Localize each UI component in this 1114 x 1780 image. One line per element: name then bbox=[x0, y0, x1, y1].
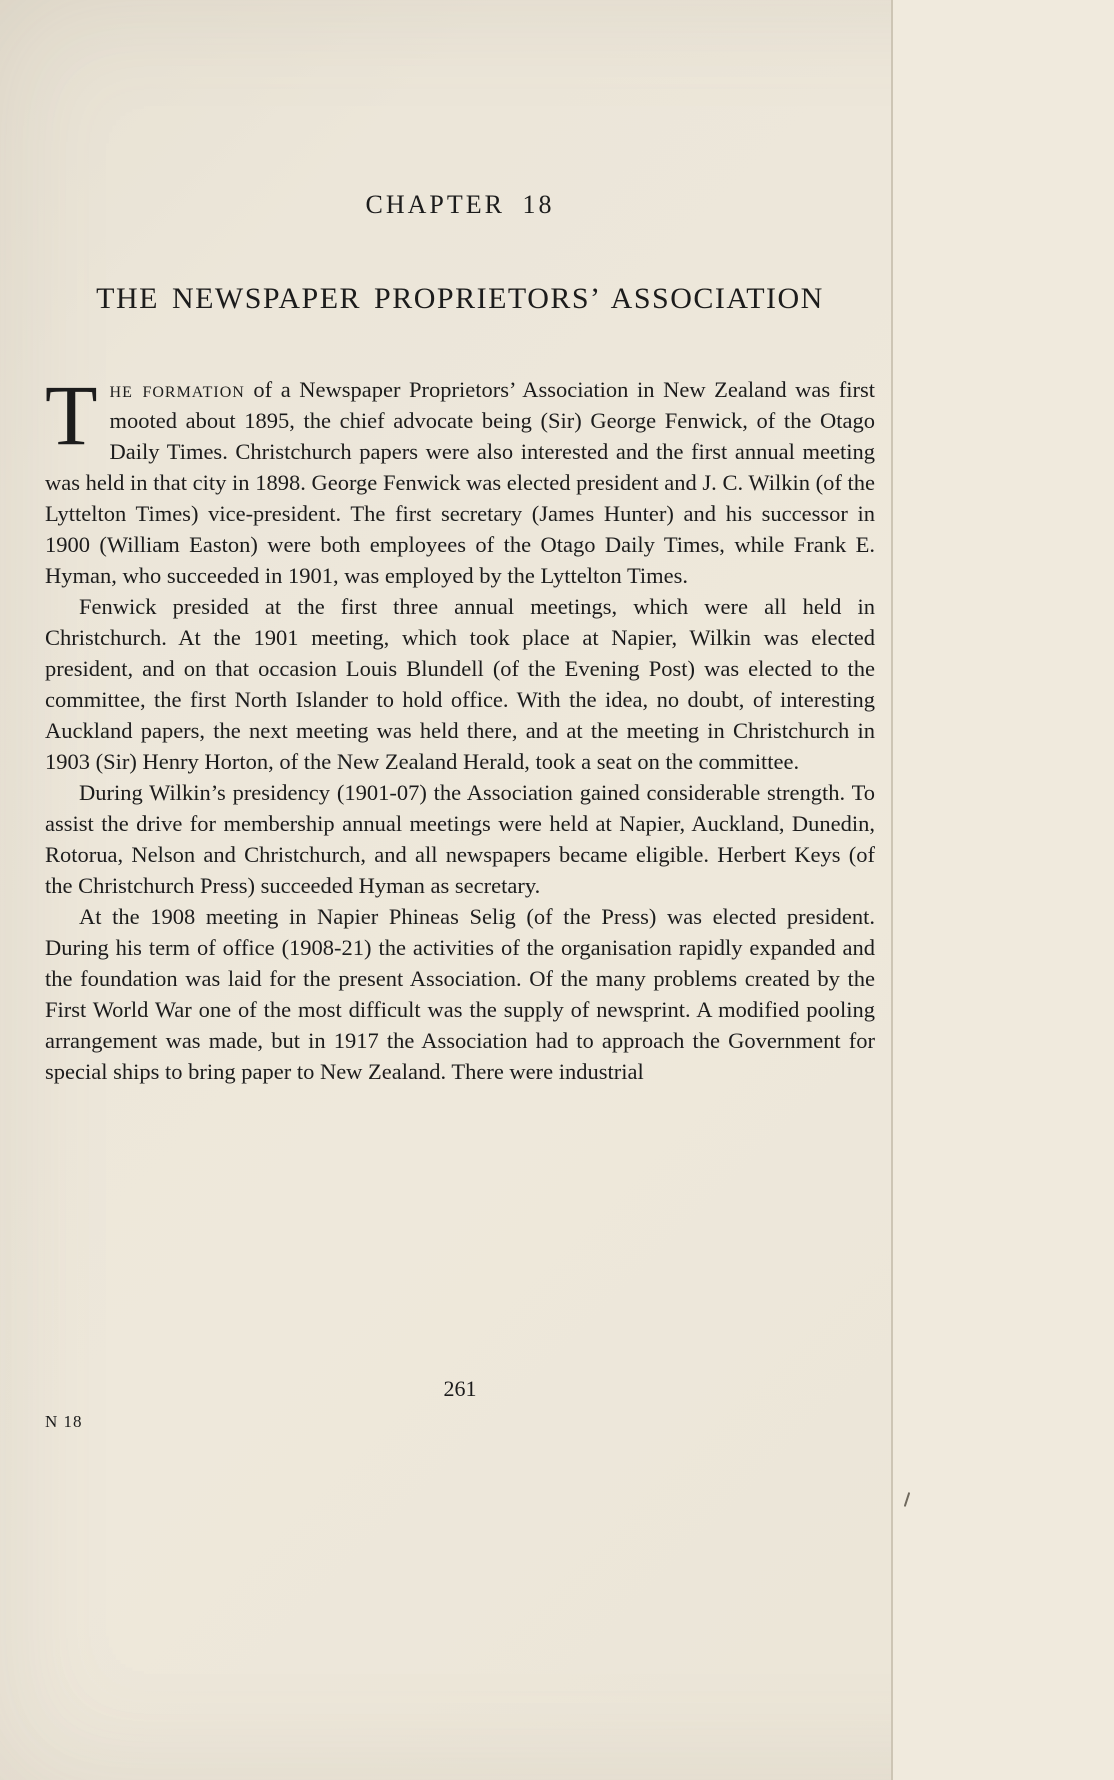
page-content bbox=[45, 190, 875, 1087]
paragraph-text: At the 1908 meeting in Napier Phineas Selig (of the Press) was elected president. During his term of office (1908-21) the activities of the organisation rapidly expanded and the foundation was laid for the present Association. Of the many problems created by the First World War one of the most difficult was the supply of newsprint. A modified pooling arrangement was made, but in 1917 the Association had to approach the Government for special ships to bring paper to New Zealand. There were industrial bbox=[45, 904, 875, 1084]
paragraph-text: of a Newspaper Proprietors’ Association in New Zealand was first mooted about 1895, the chief advocate being (Sir) George Fenwick, of the Otago Daily Times. Christchurch papers were also interested and the first annual meeting was held in that city in 1898. George Fenwick was elected president and J. C. Wilkin (of the Lyttelton Times) vice-president. The first secretary (James Hunter) and his successor in 1900 (William Easton) were both employees of the Otago Daily Times, while Frank E. Hyman, who succeeded in 1901, was employed by the Lyttelton Times. bbox=[45, 377, 875, 588]
small-caps-lead: he formation bbox=[109, 377, 245, 402]
paragraph bbox=[45, 901, 875, 1087]
page-number: 261 bbox=[443, 1376, 477, 1401]
paragraph bbox=[45, 367, 875, 591]
paragraph-text: Fenwick presided at the first three annual meetings, which were all held in Christchurch. At the 1901 meeting, which took place at Napier, Wilkin was elected president, and on that occasion Louis Blundell (of the Evening Post) was elected to the committee, the first North Islander to hold office. With the idea, no doubt, of interesting Auckland papers, the next meeting was held there, and at the meeting in Christchurch in 1903 (Sir) Henry Horton, of the New Zealand Herald, took a seat on the committee. bbox=[45, 594, 875, 774]
signature-mark: N 18 bbox=[45, 1412, 83, 1431]
body-text bbox=[45, 367, 875, 1087]
drop-cap: T bbox=[45, 367, 98, 463]
page-title: THE NEWSPAPER PROPRIETORS’ ASSOCIATION bbox=[96, 282, 824, 315]
paragraph bbox=[45, 591, 875, 777]
paragraph bbox=[45, 777, 875, 901]
page-edge-strip bbox=[893, 0, 1114, 1780]
chapter-heading: CHAPTER 18 bbox=[365, 190, 555, 219]
page-edge-line bbox=[891, 0, 893, 1780]
paragraph-text: During Wilkin’s presidency (1901-07) the Association gained considerable strength. To assist the drive for membership annual meetings were held at Napier, Auckland, Dunedin, Rotorua, Nelson and Christchurch, and all newspapers became eligible. Herbert Keys (of the Christchurch Press) succeeded Hyman as secretary. bbox=[45, 780, 875, 898]
